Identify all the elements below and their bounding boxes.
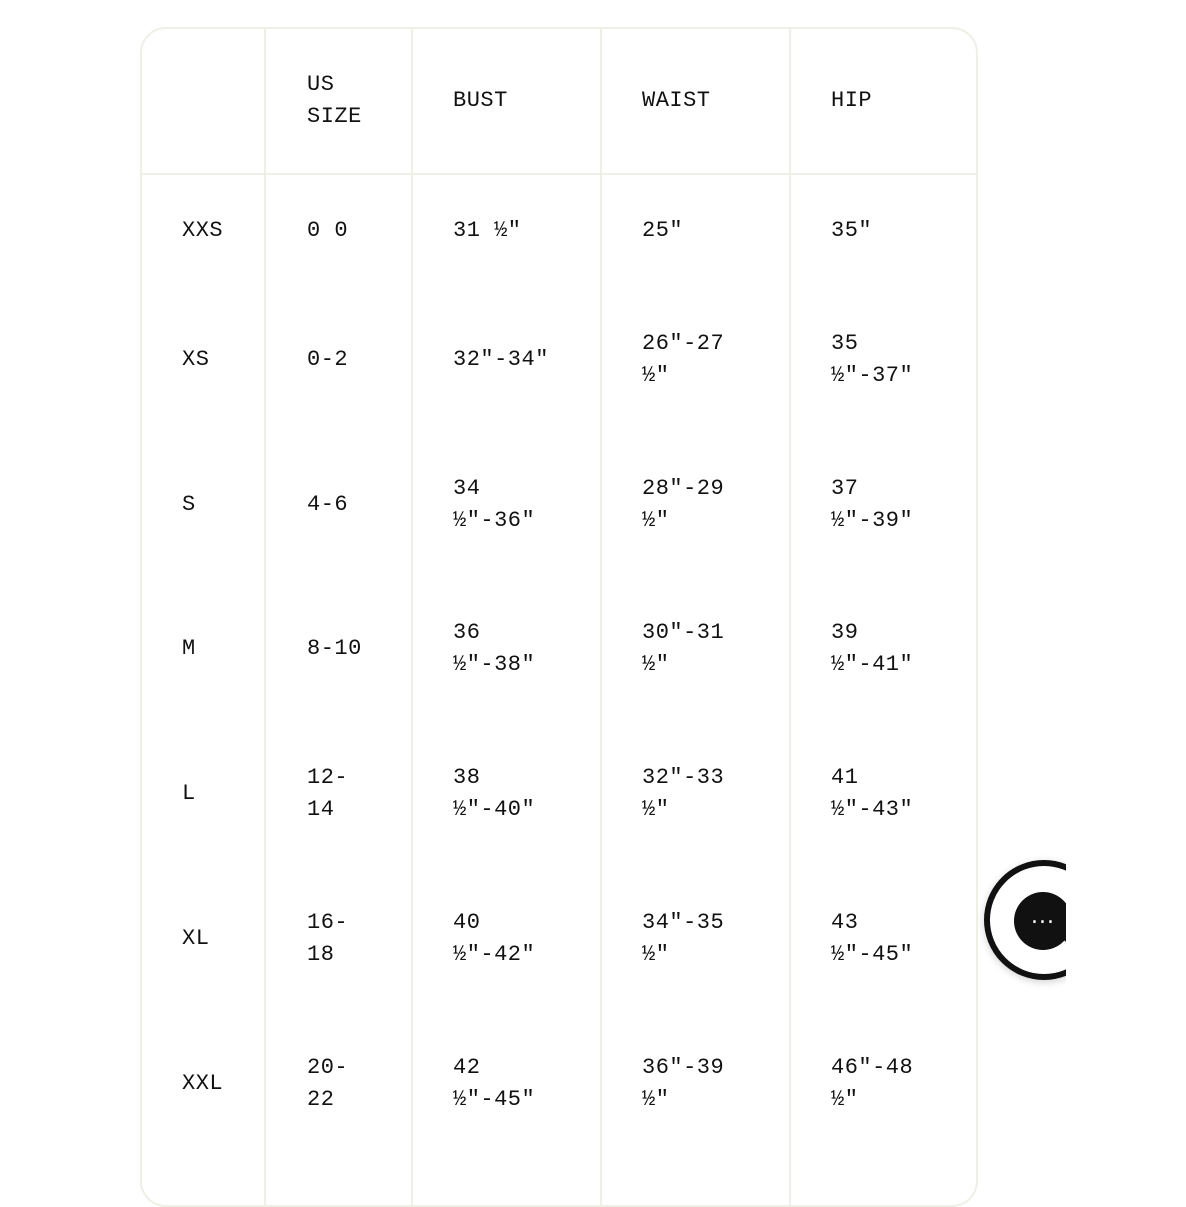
waist-value: 36"-39 ½" xyxy=(642,1055,725,1112)
bust-value: 40 ½"-42" xyxy=(453,910,536,967)
header-divider xyxy=(142,173,976,175)
header-bust: BUST xyxy=(453,88,508,113)
bust-value: 32"-34" xyxy=(453,347,549,372)
size-label: L xyxy=(182,781,196,806)
waist-value: 30"-31 ½" xyxy=(642,620,725,677)
header-us-size: US SIZE xyxy=(307,72,362,129)
size-label: XS xyxy=(182,347,210,372)
size-label: M xyxy=(182,636,196,661)
waist-value: 34"-35 ½" xyxy=(642,910,725,967)
bust-value: 38 ½"-40" xyxy=(453,765,536,822)
hip-value: 46"-48 ½" xyxy=(831,1055,914,1112)
hip-value: 39 ½"-41" xyxy=(831,620,914,677)
hip-value: 43 ½"-45" xyxy=(831,910,914,967)
bust-value: 36 ½"-38" xyxy=(453,620,536,677)
waist-value: 28"-29 ½" xyxy=(642,476,725,533)
hip-value: 37 ½"-39" xyxy=(831,476,914,533)
size-label: XXL xyxy=(182,1071,224,1096)
us-size-value: 16- 18 xyxy=(307,910,349,967)
size-label: S xyxy=(182,492,196,517)
us-size-value: 20- 22 xyxy=(307,1055,349,1112)
us-size-value: 8-10 xyxy=(307,636,362,661)
chat-dots: ... xyxy=(1031,904,1055,929)
hip-value: 35 ½"-37" xyxy=(831,331,914,388)
us-size-value: 4-6 xyxy=(307,492,349,517)
bust-value: 42 ½"-45" xyxy=(453,1055,536,1112)
column-divider xyxy=(600,29,602,1205)
bust-value: 31 ½" xyxy=(453,218,522,243)
column-divider xyxy=(264,29,266,1205)
chat-bubble-icon xyxy=(1014,892,1072,950)
waist-value: 32"-33 ½" xyxy=(642,765,725,822)
size-label: XL xyxy=(182,926,210,951)
column-divider xyxy=(411,29,413,1205)
header-hip: HIP xyxy=(831,88,873,113)
waist-value: 25" xyxy=(642,218,684,243)
hip-value: 41 ½"-43" xyxy=(831,765,914,822)
size-label: XXS xyxy=(182,218,224,243)
column-divider xyxy=(789,29,791,1205)
viewport-edge xyxy=(1066,840,1186,1000)
header-waist: WAIST xyxy=(642,88,711,113)
hip-value: 35" xyxy=(831,218,873,243)
us-size-value: 0 0 xyxy=(307,218,349,243)
us-size-value: 0-2 xyxy=(307,347,349,372)
bust-value: 34 ½"-36" xyxy=(453,476,536,533)
waist-value: 26"-27 ½" xyxy=(642,331,725,388)
size-chart-table xyxy=(140,27,978,1207)
us-size-value: 12- 14 xyxy=(307,765,349,822)
